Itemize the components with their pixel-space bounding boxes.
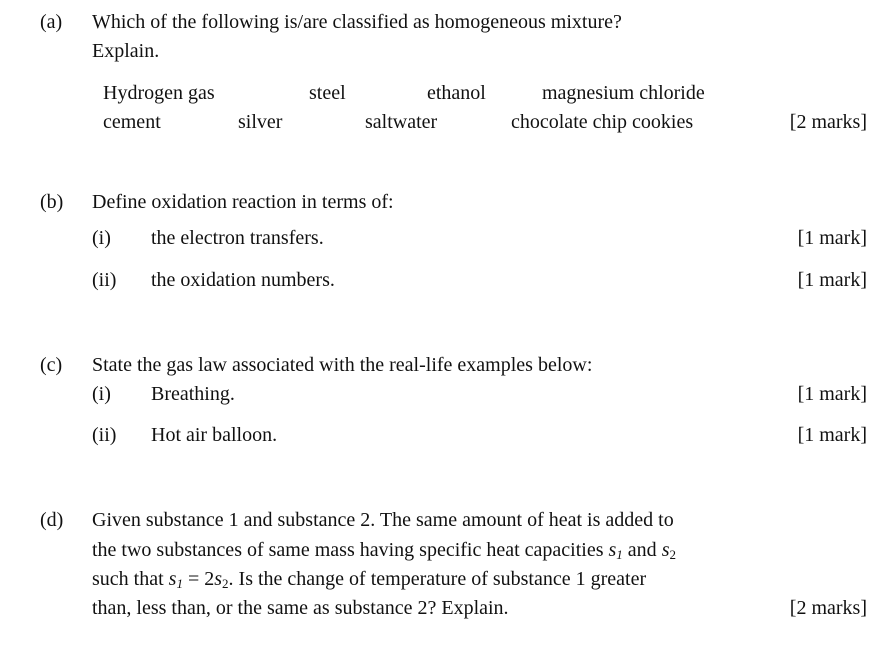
question-d-text-line4: than, less than, or the same as substance 2? Explain. (92, 597, 509, 619)
question-c-stem: State the gas law associated with the real-life examples below: (92, 354, 593, 376)
question-d-label: (d) (40, 509, 64, 531)
question-b-sub-i-number: (i) (92, 227, 111, 249)
list-item: chocolate chip cookies (511, 111, 694, 133)
list-item: saltwater (365, 111, 438, 133)
question-d-marks: [2 marks] (789, 597, 867, 619)
list-item: silver (238, 111, 283, 133)
list-item: magnesium chloride (542, 82, 705, 104)
list-item: cement (103, 111, 161, 133)
question-a-marks: [2 marks] (789, 111, 867, 133)
list-item: steel (309, 82, 346, 104)
question-b-sub-ii-text: the oxidation numbers. (151, 269, 335, 291)
question-c-sub-ii-text: Hot air balloon. (151, 424, 278, 446)
question-d-text-line1: Given substance 1 and substance 2. The same amount of heat is added to (92, 509, 674, 531)
question-b-stem: Define oxidation reaction in terms of: (92, 191, 394, 213)
question-b-sub-i-marks: [1 mark] (797, 227, 867, 249)
question-d-text-line3: such that $s_1 = 2s_2$. Is the change of temperature of substance 1 greater (92, 568, 647, 591)
question-a-text-line2: Explain. (92, 40, 160, 62)
list-item: Hydrogen gas (103, 82, 215, 104)
question-b-label: (b) (40, 191, 64, 213)
list-item: ethanol (427, 82, 486, 104)
question-a-text-line1: Which of the following is/are classified as homogeneous mixture? (92, 11, 622, 33)
question-b-sub-i-text: the electron transfers. (151, 227, 324, 249)
question-c-label: (c) (40, 354, 63, 376)
question-c-sub-ii-marks: [1 mark] (797, 424, 867, 446)
question-c-sub-i-text: Breathing. (151, 383, 235, 405)
question-d-text-line2: the two substances of same mass having specific heat capacities $s_1$ and $s_2$ (92, 539, 676, 562)
question-c-sub-i-marks: [1 mark] (797, 383, 867, 405)
question-a-label: (a) (40, 11, 63, 33)
question-b-sub-ii-number: (ii) (92, 269, 117, 291)
question-b-sub-ii-marks: [1 mark] (797, 269, 867, 291)
question-c-sub-ii-number: (ii) (92, 424, 117, 446)
question-c-sub-i-number: (i) (92, 383, 111, 405)
